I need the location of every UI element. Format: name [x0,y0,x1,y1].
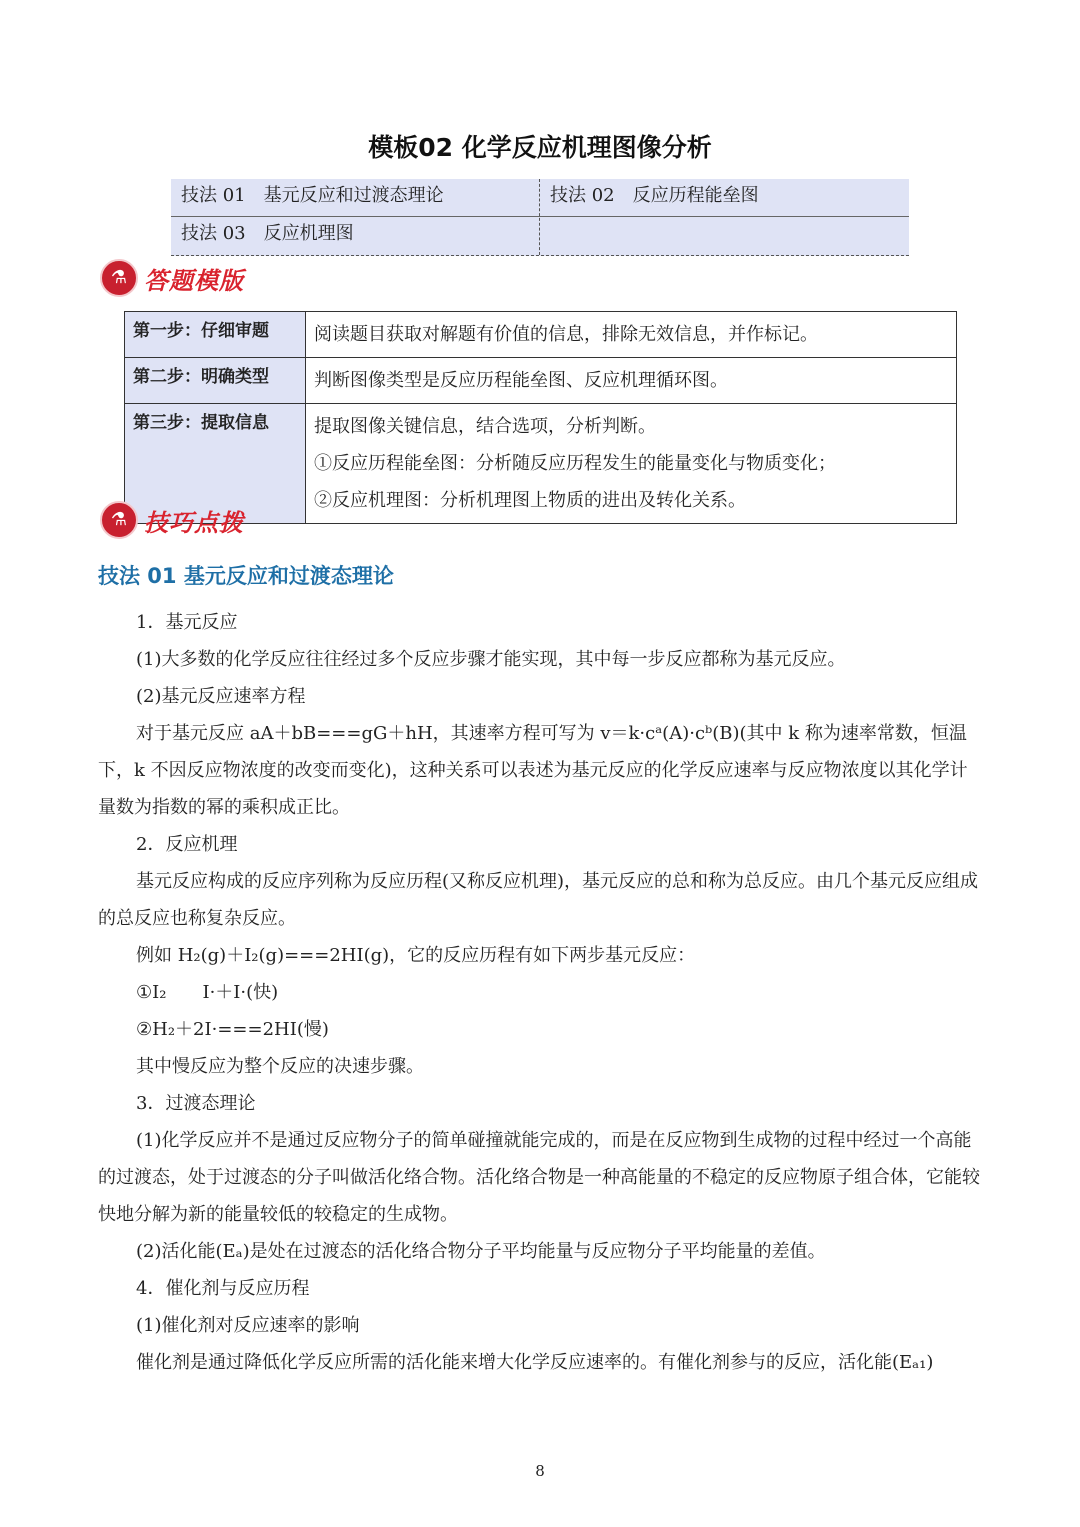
step-label: 第一步：仔细审题 [125,312,306,358]
step-label: 第三步：提取信息 [125,404,306,524]
step-text: 提取图像关键信息，结合选项，分析判断。 [314,416,656,437]
paragraph: (1)大多数的化学反应往往经过多个反应步骤才能实现，其中每一步反应都称为基元反应。 [136,649,846,670]
paragraph: 2．反应机理 [136,834,238,855]
paragraph: (2)活化能(Eₐ)是处在过渡态的活化络合物分子平均能量与反应物分子平均能量的差值。 [136,1241,826,1262]
body-text [98,604,982,1381]
paragraph: (1)催化剂对反应速率的影响 [136,1315,360,1336]
steps-table [124,311,957,524]
step-text: ①反应历程能垒图：分析随反应历程发生的能量变化与物质变化； [314,453,836,474]
paragraph: ②H₂＋2I·===2HI(慢) [136,1019,329,1040]
table-row [125,312,957,358]
section-badge-answer-template: ⚗ 答题模版 [100,259,275,299]
section-badge-tips: ⚗ 技巧点拨 [100,501,275,541]
step-text: ②反应机理图：分析机理图上物质的进出及转化关系。 [314,490,746,511]
toc-item-2[interactable]: 技法 02 反应历程能垒图 [550,185,759,206]
step-label: 第二步：明确类型 [125,358,306,404]
toc-item-1[interactable]: 技法 01 基元反应和过渡态理论 [181,185,444,206]
toc-item-3[interactable]: 技法 03 反应机理图 [181,223,354,244]
paragraph: 例如 H₂(g)＋I₂(g)===2HI(g)，它的反应历程有如下两步基元反应： [136,945,696,966]
paragraph: 1．基元反应 [136,612,238,633]
paragraph: ①I₂ I·＋I·(快) [136,982,279,1003]
paragraph: (2)基元反应速率方程 [136,686,306,707]
toc-box [171,179,909,256]
page-title: 模板02 化学反应机理图像分析 [368,133,712,162]
paragraph: 催化剂是通过降低化学反应所需的活化能来增大化学反应速率的。有催化剂参与的反应，活化能(Eₐ₁) [136,1352,934,1373]
table-row [125,358,957,404]
step-text: 判断图像类型是反应历程能垒图、反应机理循环图。 [314,370,728,391]
paragraph: 其中慢反应为整个反应的决速步骤。 [136,1056,424,1077]
paragraph: (1)化学反应并不是通过反应物分子的简单碰撞就能完成的，而是在反应物到生成物的过程中经过一个高能的过渡态，处于过渡态的分子叫做活化络合物。活化络合物是一种高能量的不稳定的反应物原子组合体，它能较快地分解为新的能量较低的较稳定的生成物。 [98,1130,980,1225]
flask-icon: ⚗ [100,501,138,539]
paragraph: 对于基元反应 aA＋bB===gG＋hH，其速率方程可写为 v＝k·cᵃ(A)·cᵇ(B)(其中 k 称为速率常数，恒温下，k 不因反应物浓度的改变而变化)，这种关系可以表述为基元反应的化学反应速率与反应物浓度以其化学计量数为指数的幂的乘积成正比。 [98,723,968,818]
page-number: 8 [535,1462,545,1480]
section-heading: 技法 01 基元反应和过渡态理论 [98,564,394,588]
paragraph: 3．过渡态理论 [136,1093,256,1114]
paragraph: 基元反应构成的反应序列称为反应历程(又称反应机理)，基元反应的总和称为总反应。由几个基元反应组成的总反应也称复杂反应。 [98,871,979,929]
step-text: 阅读题目获取对解题有价值的信息，排除无效信息，并作标记。 [314,324,818,345]
paragraph: 4．催化剂与反应历程 [136,1278,310,1299]
flask-icon: ⚗ [100,259,138,297]
